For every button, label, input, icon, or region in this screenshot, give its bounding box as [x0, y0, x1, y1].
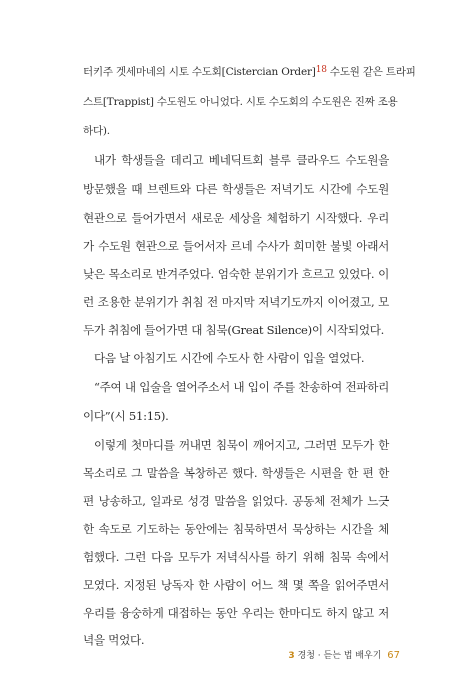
continued-line-1 — [83, 64, 416, 79]
paragraph-1-line-6: 런 조용한 분위기가 취침 전 마지막 저녁기도까지 이어졌고, 모 — [83, 295, 389, 309]
paragraph-3-line-2: 이다”(시 51:15). — [83, 409, 169, 423]
paragraph-4-line-8: 녁을 먹었다. — [83, 633, 145, 647]
running-footer — [280, 648, 400, 661]
paragraph-4-line-1: 이렇게 첫마디를 꺼내면 침묵이 깨어지고, 그러면 모두가 한 — [94, 438, 389, 452]
page-number: 67 — [387, 650, 400, 661]
paragraph-1-line-3: 현관으로 들어가면서 새로운 세상을 체험하기 시작했다. 우리 — [83, 211, 389, 225]
paragraph-2-line-1: 다음 날 아침기도 시간에 수도사 한 사람이 입을 열었다. — [94, 351, 365, 365]
paragraph-4-line-5: 험했다. 그런 다음 모두가 저녁식사를 하기 위해 침묵 속에서 — [83, 550, 389, 564]
paragraph-4-line-6: 모였다. 지정된 낭독자 한 사람이 어느 책 몇 쪽을 읽어주면서 — [83, 578, 389, 592]
paragraph-4-line-4: 한 속도로 기도하는 동안에는 침묵하면서 묵상하는 시간을 체 — [83, 522, 389, 536]
paragraph-4-line-2: 목소리로 그 말씀을 복창하곤 했다. 학생들은 시편을 한 편 한 — [83, 466, 389, 480]
paragraph-1-line-1: 내가 학생들을 데리고 베네딕트회 블루 클라우드 수도원을 — [94, 153, 389, 167]
paragraph-1-line-2: 방문했을 때 브렌트와 다른 학생들은 저녁기도 시간에 수도원 — [83, 182, 389, 196]
continued-line-2: 스트[Trappist] 수도원도 아니었다. 시토 수도회의 수도원은 진짜 조용 — [83, 96, 398, 108]
paragraph-1-line-7: 두가 취침에 들어가면 대 침묵(Great Silence)이 시작되었다. — [83, 323, 385, 337]
paragraph-4-line-3: 편 낭송하고, 일과로 성경 말씀을 읽었다. 공동체 전체가 느긋 — [83, 494, 389, 508]
paragraph-3-line-1: “주여 내 입술을 열어주소서 내 입이 주를 찬송하여 전파하리 — [94, 380, 389, 394]
paragraph-4-line-7: 우리를 융숭하게 대접하는 동안 우리는 한마디도 하지 않고 저 — [83, 606, 389, 620]
footnote-ref[interactable]: 18 — [315, 65, 327, 75]
paragraph-1-line-5: 낮은 목소리로 반겨주었다. 엄숙한 분위기가 흐르고 있었다. 이 — [83, 267, 389, 281]
continued-text-1-tail: 수도원 같은 트라피 — [326, 66, 416, 78]
continued-line-3: 하다). — [83, 125, 110, 137]
paragraph-1-line-4: 가 수도원 현관으로 들어서자 르네 수사가 희미한 불빛 아래서 — [83, 239, 389, 253]
chapter-number: 3 — [288, 651, 295, 661]
chapter-title: 경청 · 듣는 법 배우기 — [297, 651, 382, 661]
continued-text-1: 터키주 겟세마네의 시토 수도회[Cistercian Order] — [83, 66, 316, 78]
